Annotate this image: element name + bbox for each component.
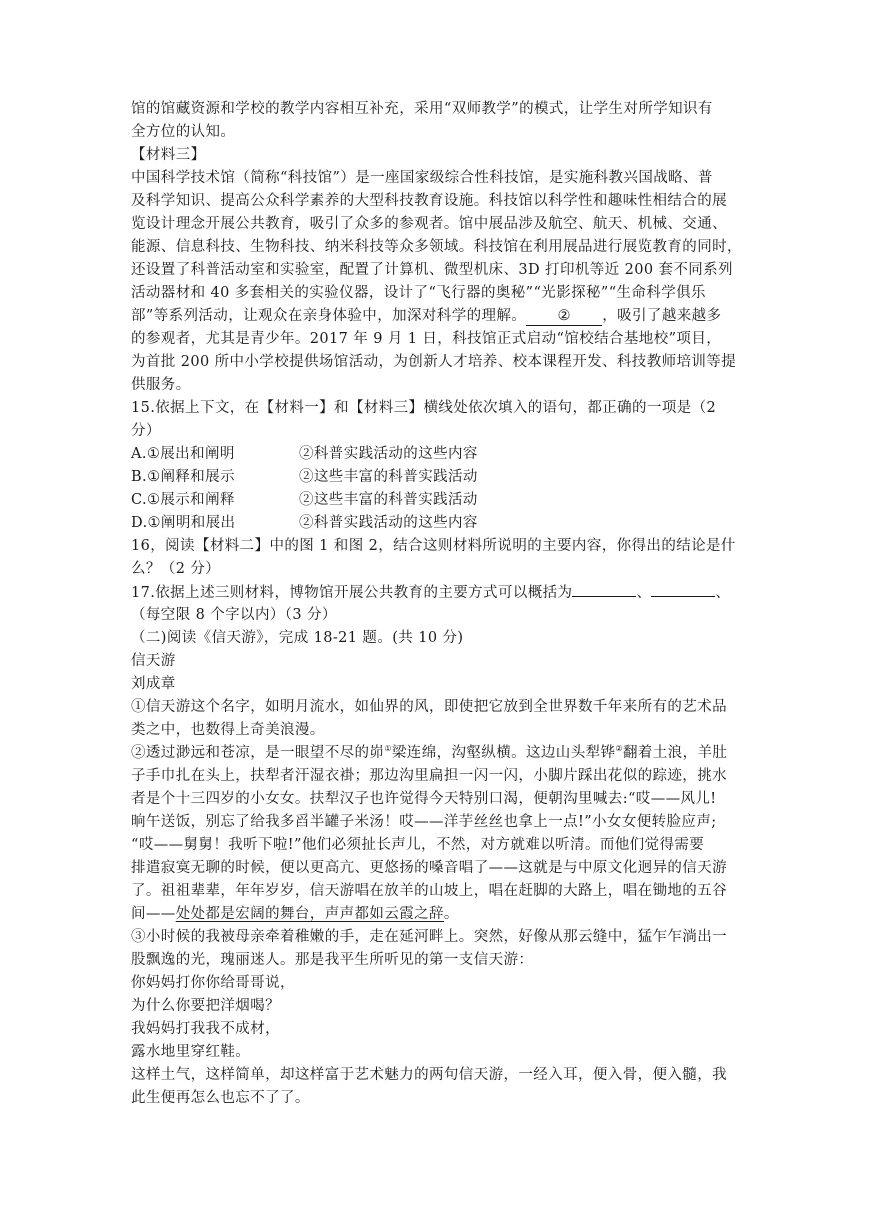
option-part-2: ②这些丰富的科普实践活动	[299, 492, 478, 508]
song-line: 露水地里穿红鞋。	[131, 1044, 251, 1060]
text-line: 览设计理念开展公共教育，吸引了众多的参观者。馆中展品涉及航空、航天、机械、交通、	[131, 216, 727, 232]
text-line: 馆的馆藏资源和学校的教学内容相互补充，采用“双师教学”的模式，让学生对所学知识有	[131, 101, 713, 117]
text-line	[131, 742, 741, 765]
material-3-heading: 【材料三】	[131, 147, 206, 163]
question-17: （每空限 8 个字以内）（3 分）	[131, 607, 337, 623]
option-part-2: ②科普实践活动的这些内容	[299, 515, 478, 531]
option-c	[131, 489, 741, 512]
option-part-1: B.①阐释和展示	[131, 469, 235, 485]
option-a	[131, 443, 741, 466]
text-line-with-blank	[131, 305, 741, 328]
option-part-1: D.①阐明和展出	[131, 515, 236, 531]
text-segment: 17.依据上述三则材料，博物馆开展公共教育的主要方式可以概括为	[131, 585, 573, 601]
text-line: 此生便再怎么也忘不了了。	[131, 1090, 310, 1106]
text-line: 为首批 200 所中小学校提供场馆活动，为创新人才培养、校本课程开发、科技教师培训等提	[131, 354, 737, 370]
text-line: 排遣寂寞无聊的时候，便以更高亢、更悠扬的嗓音唱了——这就是与中原文化迥异的信天游	[131, 860, 727, 876]
exam-page	[131, 98, 741, 1110]
text-segment: 间——	[131, 906, 176, 922]
text-line: 全方位的认知。	[131, 124, 236, 140]
text-line	[131, 903, 741, 926]
answer-blank	[651, 581, 715, 597]
article-title: 信天游	[131, 653, 176, 669]
answer-blank	[572, 581, 636, 597]
section-heading: （二)阅读《信天游》，完成 18-21 题。(共 10 分)	[131, 630, 464, 646]
option-part-2: ②科普实践活动的这些内容	[299, 446, 478, 462]
text-line: 类之中，也数得上奇美浪漫。	[131, 722, 325, 738]
separator: 、	[715, 585, 731, 601]
text-line: 这样土气，这样简单，却这样富于艺术魅力的两句信天游，一经入耳，便入骨，便入髓，我	[131, 1067, 727, 1083]
text-line: ③小时候的我被母亲牵着稚嫩的手，走在延河畔上。突然，好像从那云缝中，猛乍乍淌出一	[131, 929, 727, 945]
text-line: 者是个十三四岁的小女女。扶犁汉子也许觉得今天特别口渴，便朝沟里喊去:“哎——风儿!	[131, 791, 717, 807]
text-line: 供服务。	[131, 377, 191, 393]
text-line: “哎——舅舅！我听下啦!”他们必须扯长声儿，不然，对方就难以听清。而他们觉得需要	[131, 837, 705, 853]
text-line: 能源、信息科技、生物科技、纳米科技等众多领域。科技馆在利用展品进行展览教育的同时，	[131, 239, 742, 255]
footnote-marker: ①	[384, 744, 392, 754]
song-line: 为什么你要把洋烟喝？	[131, 998, 280, 1014]
text-segment: 部”等系列活动，让观众在亲身体验中，加深对科学的理解。	[131, 308, 527, 324]
text-segment: 翻着土浪，羊肚	[622, 745, 728, 761]
text-line: 及科学知识、提高公众科学素养的大型科技教育设施。科技馆以科学性和趣味性相结合的展	[131, 193, 727, 209]
text-line: 了。祖祖辈辈，年年岁岁，信天游唱在放羊的山坡上，唱在赶脚的大路上，唱在锄地的五谷	[131, 883, 727, 899]
text-line: 中国科学技术馆（简称“科技馆”）是一座国家级综合性科技馆，是实施科教兴国战略、普	[131, 170, 713, 186]
text-segment: 。	[443, 906, 459, 922]
text-segment: 梁连绵，沟壑纵横。这边山头犁铧	[391, 745, 616, 761]
footnote-marker: ②	[615, 744, 623, 754]
option-d	[131, 512, 741, 535]
text-line: 还设置了科普活动室和实验室，配置了计算机、微型机床、3D 打印机等近 200 套不同系列	[131, 262, 733, 278]
text-line: 的参观者，尤其是青少年。2017 年 9 月 1 日，科技馆正式启动“馆校结合基地校”项目，	[131, 331, 722, 347]
text-segment: ，吸引了越来越多	[602, 308, 722, 324]
fill-blank-2: ②	[526, 307, 602, 326]
text-line: 子手巾扎在头上，扶犁者汗湿衣褂；那边沟里扁担一闪一闪，小脚片踩出花似的踪迹，挑水	[131, 768, 727, 784]
song-line: 我妈妈打我我不成材，	[131, 1021, 280, 1037]
text-line: ①信天游这个名字，如明月流水，如仙界的风，即使把它放到全世界数千年来所有的艺术品	[131, 699, 727, 715]
text-line: 股飘逸的光，瑰丽迷人。那是我平生所听见的第一支信天游：	[131, 952, 534, 968]
separator: 、	[636, 585, 652, 601]
option-part-2: ②这些丰富的科普实践活动	[299, 469, 478, 485]
question-16: 么？（2 分）	[131, 561, 221, 577]
text-segment: ②透过渺远和苍凉，是一眼望不尽的峁	[131, 745, 385, 761]
song-line: 你妈妈打你你给哥哥说，	[131, 975, 295, 991]
underlined-sentence: 处处都是宏阔的舞台，声声都如云霞之辞	[175, 906, 444, 922]
option-part-1: C.①展示和阐释	[131, 492, 235, 508]
option-b	[131, 466, 741, 489]
question-15-stem: 分）	[131, 423, 161, 439]
option-part-1: A.①展出和阐明	[131, 446, 235, 462]
question-15-stem: 15.依据上下文，在【材料一】和【材料三】横线处依次填入的语句，都正确的一项是（2	[131, 400, 717, 416]
text-line: 晌午送饭，别忘了给我多舀半罐子米汤！哎——洋芋丝丝也拿上一点!”小女女便转脸应声;	[131, 814, 717, 830]
question-16: 16，阅读【材料二】中的图 1 和图 2，结合这则材料所说明的主要内容，你得出的结论是什	[131, 538, 736, 554]
question-17	[131, 581, 741, 604]
text-line: 活动器材和 40 多套相关的实验仪器，设计了“飞行器的奥秘”“光影探秘”“生命科学俱乐	[131, 285, 706, 301]
article-author: 刘成章	[131, 676, 176, 692]
